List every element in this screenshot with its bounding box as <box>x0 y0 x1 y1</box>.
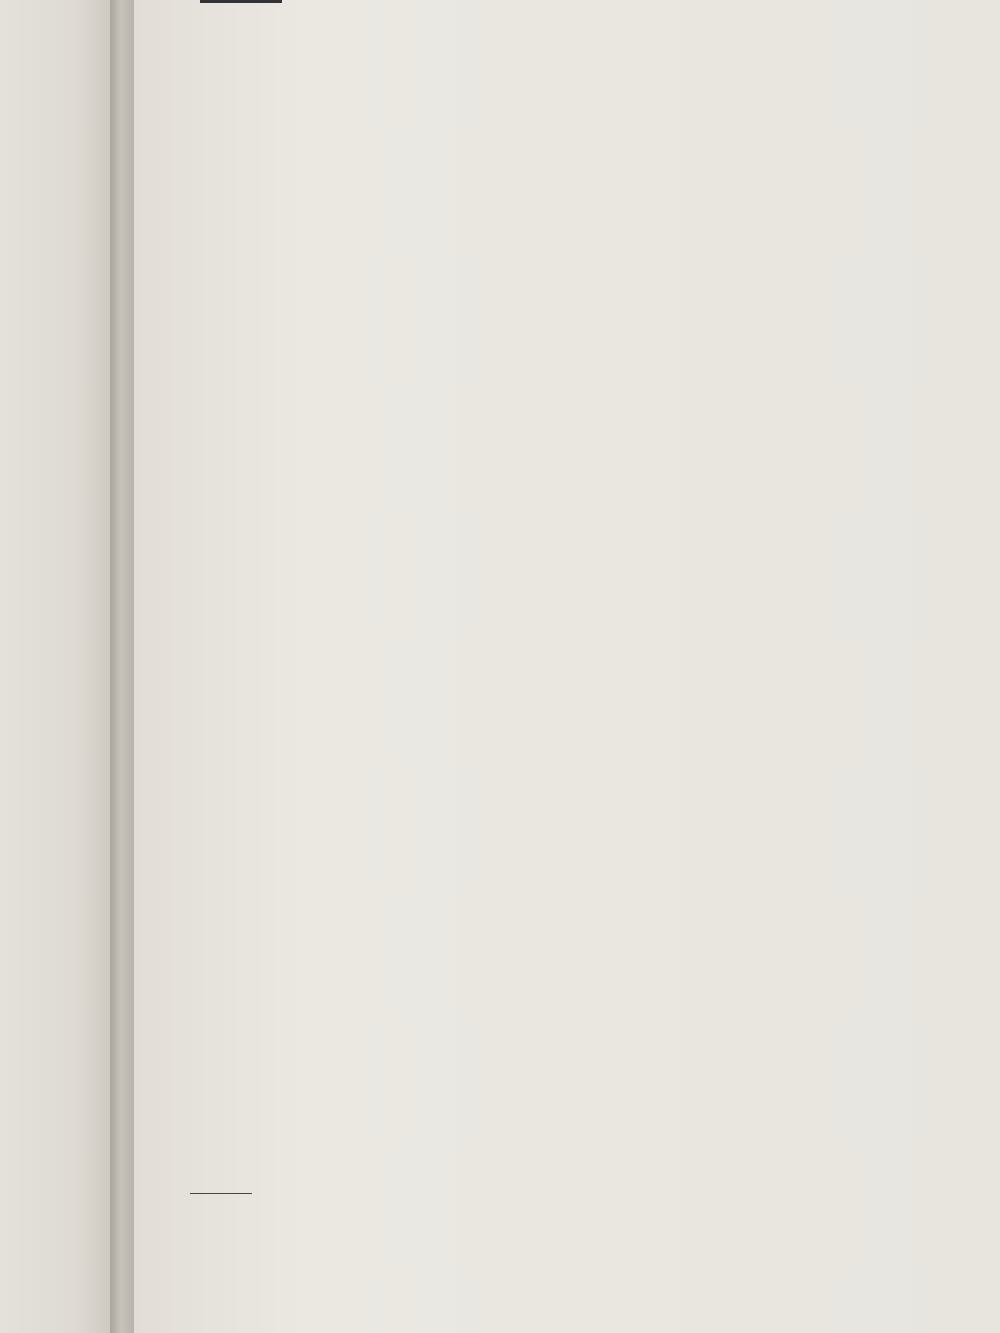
book-gutter <box>110 0 134 1333</box>
left-page <box>0 0 110 1333</box>
footnote-rule <box>190 1193 252 1194</box>
top-rule <box>200 0 282 3</box>
right-page <box>134 0 1000 1333</box>
